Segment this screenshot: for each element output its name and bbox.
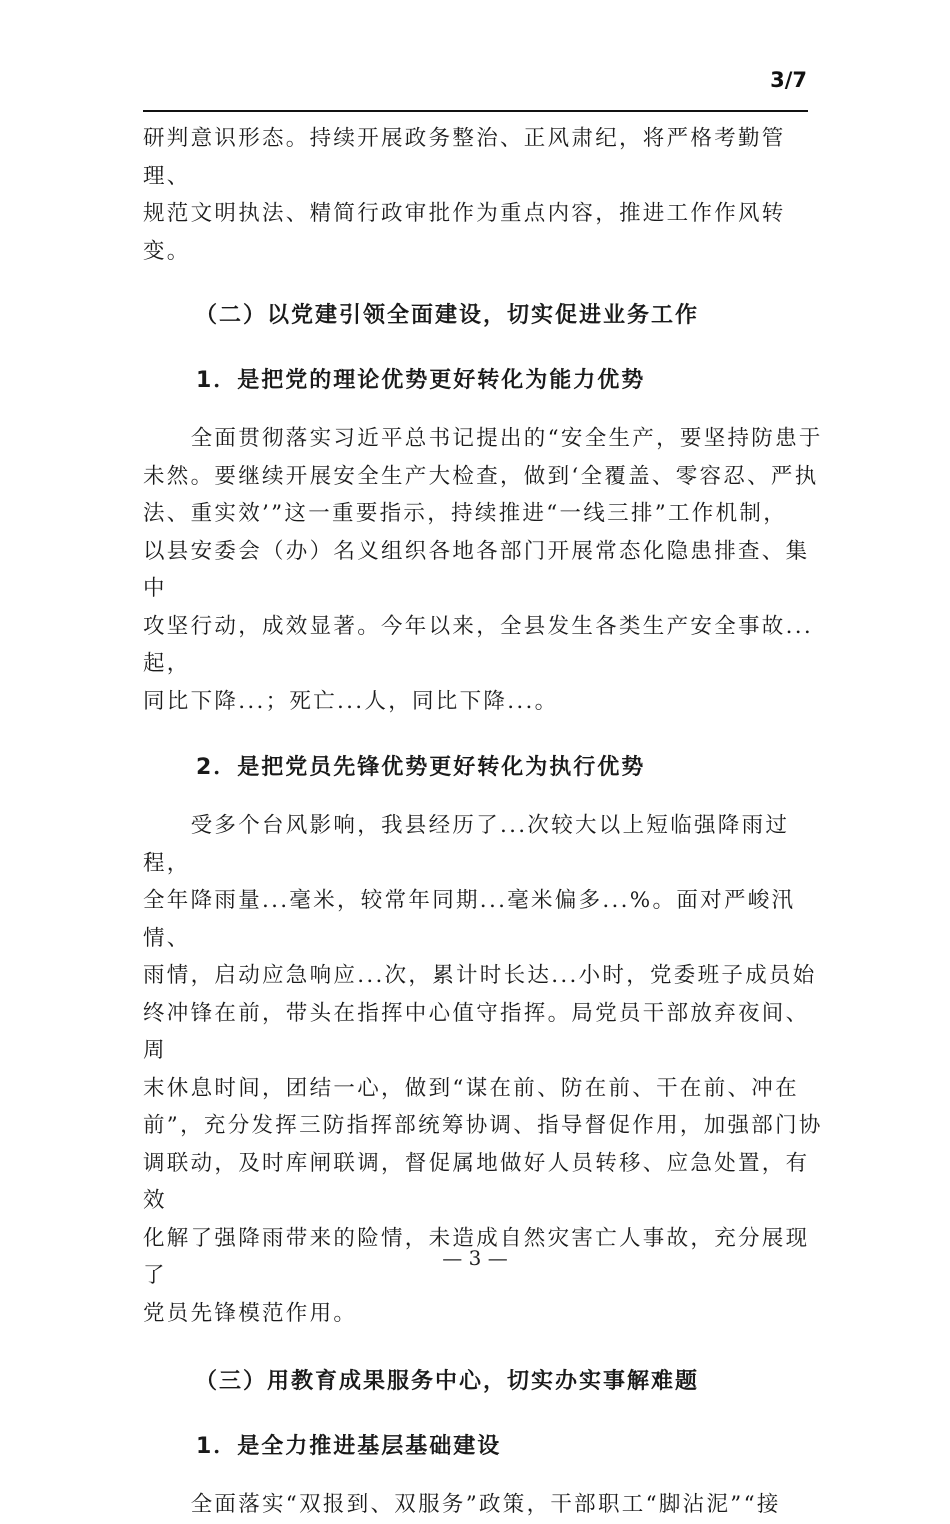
header-rule [143,110,808,112]
paragraph: 全面贯彻落实习近平总书记提出的“安全生产，要坚持防患于 未然。要继续开展安全生产大检查，做到‘全覆盖、零容忍、严执 法、重实效’”这一重要指示，持续推进“一线三排”工作机制， 以县安委会（办）名义组织各地各部门开展常态化隐患排查、集中 攻坚行动，成效显著。今年以来，全县发生各类生产安全事故...起， 同比下降...；死亡...人，同比下降...。 [143,426,823,714]
paragraph: 研判意识形态。持续开展政务整治、正风肃纪，将严格考勤管理、 规范文明执法、精简行政审批作为重点内容，推进工作作风转变。 [143,126,786,264]
subsection-heading: 1．是把党的理论优势更好转化为能力优势 [196,368,646,393]
footer-page-number: — 3 — [442,1246,508,1270]
paragraph: 全面落实“双报到、双服务”政策，干部职工“脚沾泥”“接 [143,1492,781,1517]
paragraph: 受多个台风影响，我县经历了...次较大以上短临强降雨过程， 全年降雨量...毫米，较常年同期...毫米偏多...%。面对严峻汛情、 雨情，启动应急响应...次，累计时长达...小时，党委班子成员始 终冲锋在前，带头在指挥中心值守指挥。局党员干部放弃夜间、周 末休息时间，团结一心，做到“谋在前、防在前、干在前、冲在 前”，充分发挥三防指挥部统筹协调、指导督促作用，加强部门协 调联动，及时库闸联调，督促属地做好人员转移、应急处置，有效 化解了强降雨带来的险情，未造成自然灾害亡人事故，充分展现了 党员先锋模范作用。 [143,813,823,1326]
document-body [143,118,823,1524]
subsection-heading: 1．是全力推进基层基础建设 [196,1434,502,1459]
section-heading: （二）以党建引领全面建设，切实促进业务工作 [195,303,700,328]
page-indicator: 3/7 [770,68,807,92]
subsection-heading: 2．是把党员先锋优势更好转化为执行优势 [196,755,646,780]
section-heading: （三）用教育成果服务中心，切实办实事解难题 [195,1369,700,1394]
